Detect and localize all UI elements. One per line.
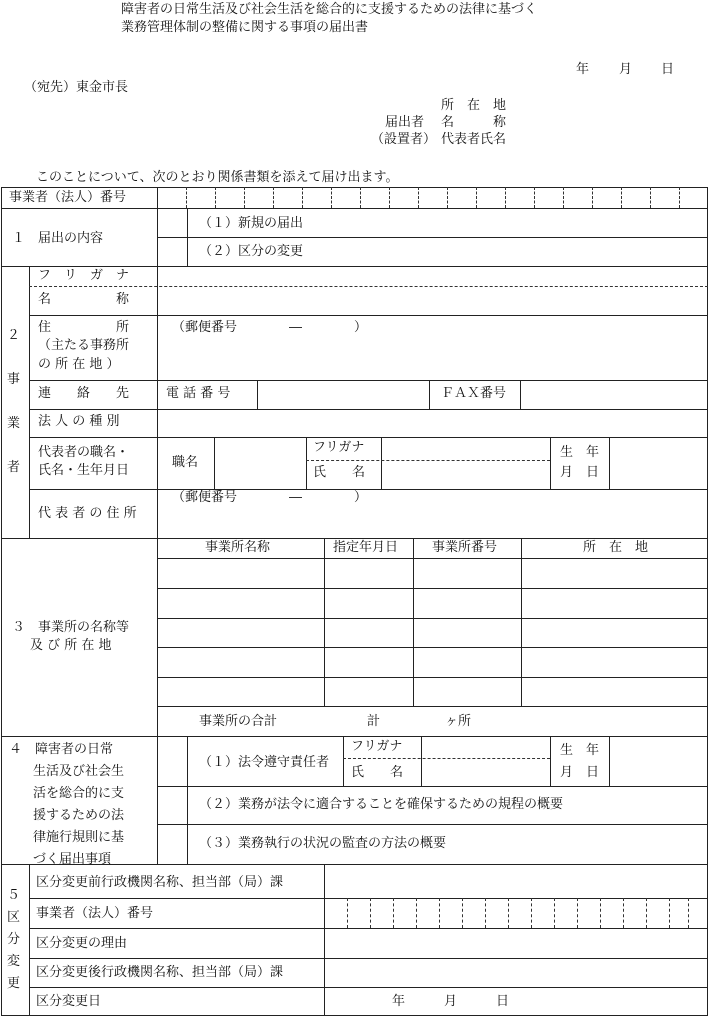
sec1-option-change: （２）区分の変更 <box>199 244 304 259</box>
business-number-label: 事業者（法人）番号 <box>9 190 127 205</box>
sec3-col-name: 事業所名称 <box>205 540 271 555</box>
sec2-rep-label-2: 氏名・生年月日 <box>38 463 130 478</box>
sec2-name-label: 名 称 <box>38 292 130 307</box>
sec4-label-3: 活を総合的に支 <box>33 786 125 801</box>
sec3-office-row[interactable] <box>158 589 707 617</box>
intro-text: このことについて、次のとおり関係書類を添えて届け出ます。 <box>36 170 399 185</box>
sec2-rep-address-field[interactable] <box>158 508 706 537</box>
sec5-row2-label: 事業者（法人）番号 <box>36 906 154 921</box>
sec4-item1-label: （１）法令遵守責任者 <box>199 755 330 770</box>
applicant-location-label: 所 在 地 <box>441 98 507 113</box>
sec2-birth-label-2: 月 日 <box>560 465 600 480</box>
sec2-vlabel-ji: 事 <box>7 372 21 387</box>
sec2-rep-furigana-field[interactable] <box>382 438 549 459</box>
sec3-label-1: ３ 事業所の名称等 <box>12 620 130 635</box>
sec4-furigana-label: フリガナ <box>351 739 403 754</box>
sec2-vlabel-2: ２ <box>7 328 21 343</box>
sec3-col-date: 指定年月日 <box>333 540 399 555</box>
sec4-item2-checkbox[interactable] <box>158 787 186 823</box>
sec5-vlabel-ku: 区 <box>7 910 21 925</box>
sec5-row5-label: 区分変更日 <box>36 994 102 1009</box>
sec5-vlabel-kou: 更 <box>7 976 21 991</box>
sec2-birth-label-1: 生 年 <box>560 445 600 460</box>
sec3-label-2: 及 び 所 在 地 <box>30 638 112 653</box>
date-day: 日 <box>661 62 675 77</box>
date-month: 月 <box>619 62 633 77</box>
sec4-furigana-field[interactable] <box>422 737 549 757</box>
sec4-label-2: 生活及び社会生 <box>33 764 125 779</box>
sec2-furigana-label: フ リ ガ ナ <box>38 268 130 283</box>
sec2-rep-title-label: 職名 <box>172 455 199 470</box>
sec4-label-5: 律施行規則に基 <box>33 830 125 845</box>
sec2-furigana-field[interactable] <box>158 267 706 285</box>
applicant-rep-label: 代表者氏名 <box>441 132 507 147</box>
sec3-col-number: 事業所番号 <box>432 540 498 555</box>
sec2-address-label-2: （主たる事務所 <box>38 338 130 353</box>
sec2-address-field[interactable] <box>158 338 706 378</box>
sec5-vlabel-bun: 分 <box>7 932 21 947</box>
sec2-postal-code: （郵便番号 ― ） <box>172 320 368 335</box>
sec2-rep-name-label: 氏 名 <box>313 465 366 480</box>
date-year: 年 <box>576 62 590 77</box>
sec4-item2-label: （２）業務が法令に適合することを確保するための規程の概要 <box>199 797 564 812</box>
sec4-label-4: 援するための法 <box>33 808 125 823</box>
sec2-rep-furigana-label: フリガナ <box>313 440 365 455</box>
sec4-birth-label-2: 月 日 <box>560 765 600 780</box>
sec4-label-6: づく届出事項 <box>33 852 112 867</box>
sec4-item3-label: （３）業務執行の状況の監査の方法の概要 <box>199 836 447 851</box>
sec3-col-location: 所 在 地 <box>583 540 649 555</box>
sec5-vlabel-5: ５ <box>7 888 21 903</box>
sec3-total-label: 事業所の合計 <box>199 714 278 729</box>
sec2-corp-type-field[interactable] <box>158 410 706 436</box>
sec4-name-field[interactable] <box>422 760 549 785</box>
sec3-office-row[interactable] <box>158 559 707 587</box>
sec4-birth-field[interactable] <box>610 737 706 785</box>
sec2-fax-field[interactable] <box>521 381 706 408</box>
addressee: （宛先）東金市長 <box>24 80 129 95</box>
applicant-setter-label: （設置者） <box>371 132 437 147</box>
sec2-vlabel-sha: 者 <box>7 460 21 475</box>
sec2-rep-postal-code: （郵便番号 ― ） <box>172 490 368 505</box>
sec4-label-1: ４ 障害者の日常 <box>9 742 114 757</box>
sec2-rep-birth-field[interactable] <box>610 438 706 488</box>
sec2-tel-label: 電 話 番 号 <box>166 386 231 401</box>
sec5-business-number-field[interactable] <box>325 899 706 927</box>
sec1-label: １ 届出の内容 <box>12 231 104 246</box>
sec1-new-checkbox[interactable] <box>158 209 186 236</box>
sec3-office-row[interactable] <box>158 678 707 705</box>
form-title-line2: 業務管理体制の整備に関する事項の届出書 <box>121 20 369 35</box>
sec2-address-label-3: の 所 在 地 ） <box>38 357 120 372</box>
sec2-rep-name-field[interactable] <box>382 462 549 488</box>
sec3-total-value: 計 ヶ所 <box>367 714 472 729</box>
sec5-next-agency-field[interactable] <box>325 959 706 986</box>
sec2-fax-label: ＦＡＸ番号 <box>441 386 507 401</box>
sec2-rep-label-1: 代表者の職名・ <box>38 445 130 460</box>
sec5-row4-label: 区分変更後行政機関名称、担当部（局）課 <box>36 965 284 980</box>
applicant-name-label: 名 称 <box>441 115 507 130</box>
sec5-prev-agency-field[interactable] <box>325 865 706 897</box>
sec2-name-field[interactable] <box>158 287 706 314</box>
sec5-change-date[interactable]: 年 月 日 <box>392 994 510 1009</box>
sec2-rep-title-field[interactable] <box>215 438 305 488</box>
sec2-tel-field[interactable] <box>258 381 428 408</box>
applicant-notifier-label: 届出者 <box>385 115 425 130</box>
form-title-line1: 障害者の日常生活及び社会生活を総合的に支援するための法律に基づく <box>121 2 538 17</box>
sec4-name-label: 氏 名 <box>351 765 404 780</box>
sec4-item1-checkbox[interactable] <box>158 737 186 785</box>
sec1-option-new: （１）新規の届出 <box>199 216 304 231</box>
sec4-birth-label-1: 生 年 <box>560 743 600 758</box>
sec2-address-label-1: 住 所 <box>38 320 130 335</box>
sec3-office-row[interactable] <box>158 648 707 676</box>
sec4-item3-checkbox[interactable] <box>158 825 186 863</box>
sec2-rep-address-label: 代 表 者 の 住 所 <box>38 506 137 521</box>
sec2-vlabel-gyo: 業 <box>7 416 21 431</box>
sec2-corp-type-label: 法 人 の 種 別 <box>38 414 120 429</box>
sec5-vlabel-hen: 変 <box>7 954 21 969</box>
sec5-row3-label: 区分変更の理由 <box>36 936 128 951</box>
sec1-change-checkbox[interactable] <box>158 238 186 265</box>
sec3-office-row[interactable] <box>158 619 707 646</box>
sec5-reason-field[interactable] <box>325 929 706 957</box>
sec2-contact-label: 連 絡 先 <box>38 386 130 401</box>
sec5-row1-label: 区分変更前行政機関名称、担当部（局）課 <box>36 875 284 890</box>
